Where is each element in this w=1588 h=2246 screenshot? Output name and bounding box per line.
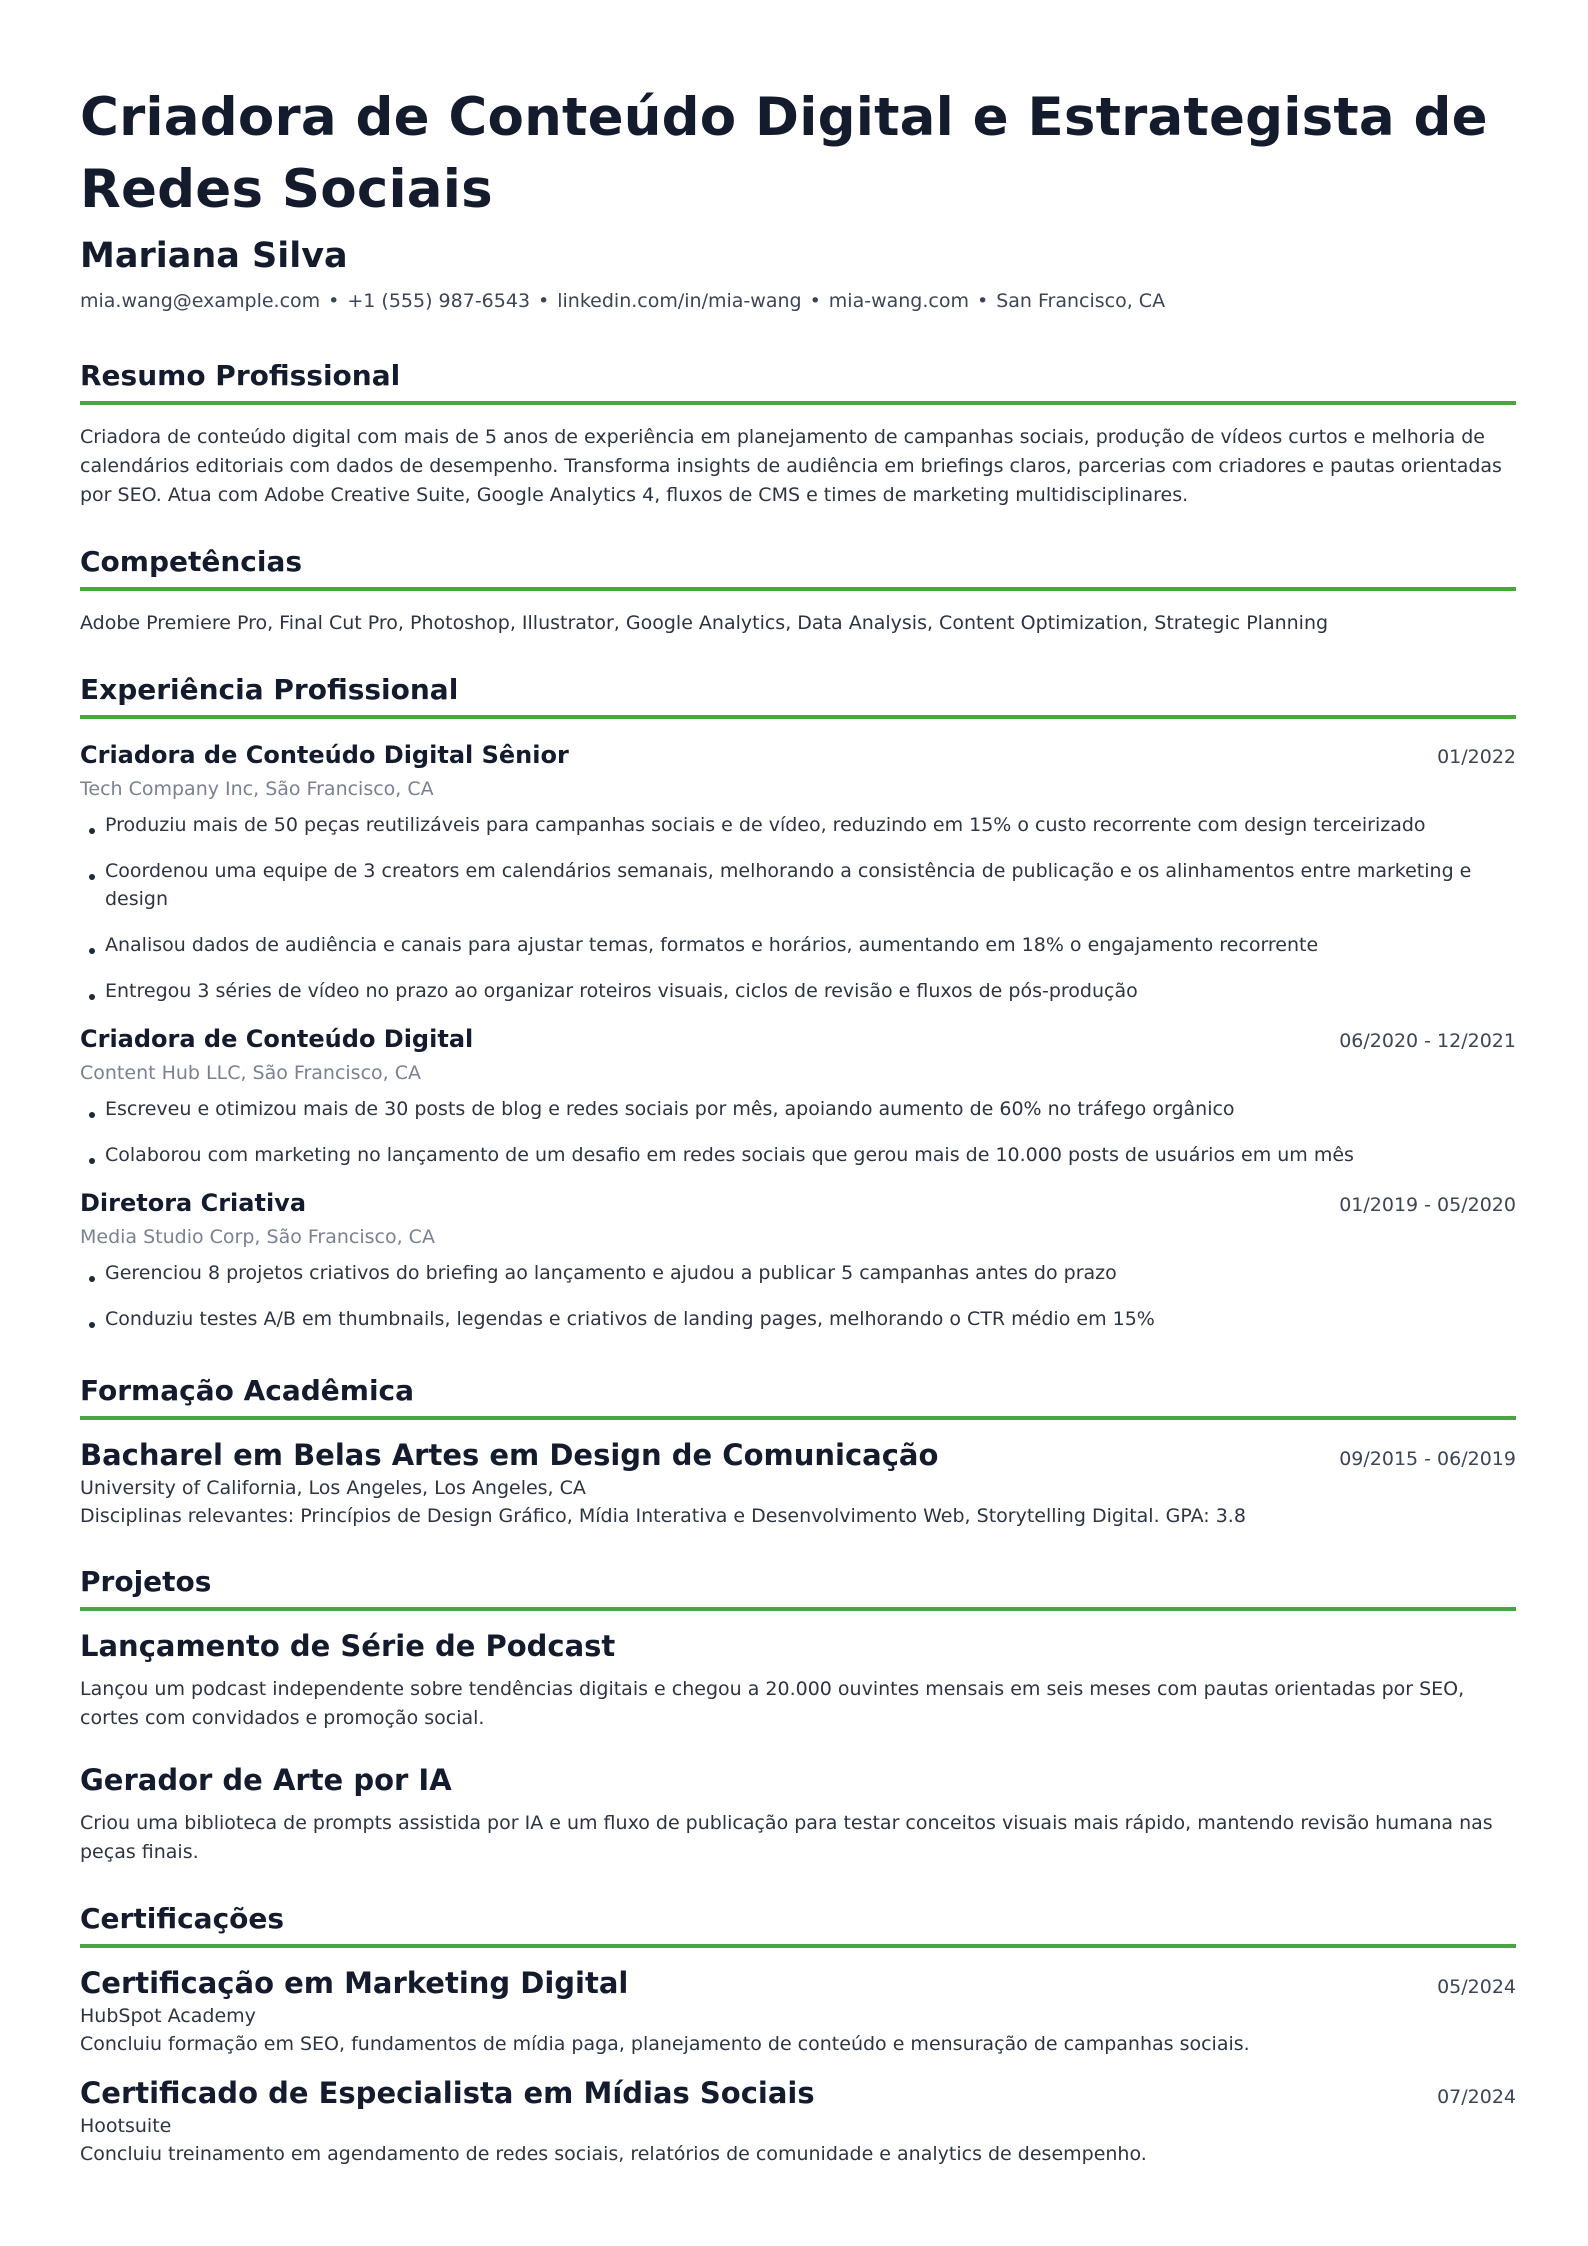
job-bullets	[80, 1095, 1516, 1169]
section-heading: Competências	[80, 544, 1516, 591]
job-date: 01/2022	[1437, 746, 1516, 768]
contact-line	[80, 288, 1516, 314]
linkedin-text: linkedin.com/in/mia-wang	[557, 290, 802, 312]
certification-entry	[80, 1964, 1516, 2058]
job-entry	[80, 739, 1516, 1005]
skills-text: Adobe Premiere Pro, Final Cut Pro, Photoshop, Illustrator, Google Analytics, Data Analysis, Content Optimization, Strategic Planning	[80, 612, 1329, 634]
job-date: 06/2020 - 12/2021	[1339, 1030, 1516, 1052]
certification-date: 07/2024	[1437, 2086, 1516, 2108]
job-bullets	[80, 811, 1516, 1005]
bullet-item: Gerenciou 8 projetos criativos do briefing ao lançamento e ajudou a publicar 5 campanhas antes do prazo	[80, 1259, 1516, 1287]
resume-content	[80, 82, 1516, 2168]
separator: •	[538, 290, 550, 312]
job-bullets	[80, 1259, 1516, 1333]
certification-issuer: Hootsuite	[80, 2115, 172, 2137]
certification-entry	[80, 2074, 1516, 2168]
person-name: Mariana Silva	[80, 236, 348, 276]
certification-text: Concluiu treinamento em agendamento de redes sociais, relatórios de comunidade e analytics de desempenho.	[80, 2143, 1147, 2165]
skills-section	[80, 544, 1516, 638]
job-entry	[80, 1187, 1516, 1333]
job-title: Criadora de Conteúdo Digital	[80, 1025, 474, 1053]
certification-title: Certificação em Marketing Digital	[80, 1966, 629, 2000]
separator: •	[328, 290, 340, 312]
section-heading: Resumo Profissional	[80, 358, 1516, 405]
bullet-item: Produziu mais de 50 peças reutilizáveis para campanhas sociais e de vídeo, reduzindo em 15% o custo recorrente com design terceirizado	[80, 811, 1516, 839]
job-company: Tech Company Inc, São Francisco, CA	[80, 778, 434, 800]
website-text: mia-wang.com	[828, 290, 969, 312]
bullet-item: Colaborou com marketing no lançamento de um desafio em redes sociais que gerou mais de 10.000 posts de usuários em um mês	[80, 1141, 1516, 1169]
experience-section	[80, 672, 1516, 1333]
education-details: Disciplinas relevantes: Princípios de Design Gráfico, Mídia Interativa e Desenvolvimento Web, Storytelling Digital. GPA: 3.8	[80, 1505, 1246, 1527]
document-title: Criadora de Conteúdo Digital e Estrategista de Redes Sociais	[80, 87, 1488, 220]
project-text: Criou uma biblioteca de prompts assistida por IA e um fluxo de publicação para testar conceitos visuais mais rápido, mantendo revisão humana nas peças finais.	[80, 1812, 1493, 1863]
job-date: 01/2019 - 05/2020	[1339, 1194, 1516, 1216]
section-heading: Projetos	[80, 1564, 1516, 1611]
job-title: Diretora Criativa	[80, 1189, 307, 1217]
project-title: Gerador de Arte por IA	[80, 1763, 452, 1797]
certification-issuer: HubSpot Academy	[80, 2005, 256, 2027]
bullet-item: Escreveu e otimizou mais de 30 posts de blog e redes sociais por mês, apoiando aumento de 60% no tráfego orgânico	[80, 1095, 1516, 1123]
certification-text: Concluiu formação em SEO, fundamentos de mídia paga, planejamento de conteúdo e mensuração de campanhas sociais.	[80, 2033, 1250, 2055]
section-heading: Experiência Profissional	[80, 672, 1516, 719]
bullet-item: Conduziu testes A/B em thumbnails, legendas e criativos de landing pages, melhorando o CTR médio em 15%	[80, 1305, 1516, 1333]
separator: •	[976, 290, 989, 312]
bullet-item: Coordenou uma equipe de 3 creators em calendários semanais, melhorando a consistência de publicação e os alinhamentos entre marketing e design	[80, 857, 1516, 913]
projects-section	[80, 1564, 1516, 1867]
section-heading: Certificações	[80, 1901, 1516, 1948]
bullet-item: Analisou dados de audiência e canais para ajustar temas, formatos e horários, aumentando em 18% o engajamento recorrente	[80, 931, 1516, 959]
phone-text: +1 (555) 987-6543	[347, 290, 531, 312]
separator: •	[809, 290, 821, 312]
education-date: 09/2015 - 06/2019	[1339, 1448, 1516, 1470]
summary-section	[80, 358, 1516, 510]
job-entry	[80, 1023, 1516, 1169]
bullet-item: Entregou 3 séries de vídeo no prazo ao organizar roteiros visuais, ciclos de revisão e fluxos de pós-produção	[80, 977, 1516, 1005]
education-section	[80, 1373, 1516, 1530]
job-company: Media Studio Corp, São Francisco, CA	[80, 1226, 435, 1248]
location-text: San Francisco, CA	[996, 290, 1166, 312]
school-name: University of California, Los Angeles, Los Angeles, CA	[80, 1477, 586, 1499]
job-title: Criadora de Conteúdo Digital Sênior	[80, 741, 569, 769]
job-company: Content Hub LLC, São Francisco, CA	[80, 1062, 421, 1084]
summary-text: Criadora de conteúdo digital com mais de 5 anos de experiência em planejamento de campanhas sociais, produção de vídeos curtos e melhoria de calendários editoriais com dados de desempenho. Transforma insights de audiência em briefings claros, parcerias com criadores e pautas orientadas por SEO. Atua com Adobe Creative Suite, Google Analytics 4, fluxos de CMS e times de marketing multidisciplinares.	[80, 426, 1502, 506]
certifications-section	[80, 1901, 1516, 2168]
project-entry	[80, 1761, 1516, 1867]
degree-title: Bacharel em Belas Artes em Design de Comunicação	[80, 1438, 939, 1472]
section-heading: Formação Acadêmica	[80, 1373, 1516, 1420]
project-text: Lançou um podcast independente sobre tendências digitais e chegou a 20.000 ouvintes mensais em seis meses com pautas orientadas por SEO, cortes com convidados e promoção social.	[80, 1678, 1465, 1729]
email-text: mia.wang@example.com	[80, 290, 321, 312]
project-entry	[80, 1627, 1516, 1733]
certification-date: 05/2024	[1437, 1976, 1516, 1998]
certification-title: Certificado de Especialista em Mídias Sociais	[80, 2076, 815, 2110]
project-title: Lançamento de Série de Podcast	[80, 1629, 616, 1663]
